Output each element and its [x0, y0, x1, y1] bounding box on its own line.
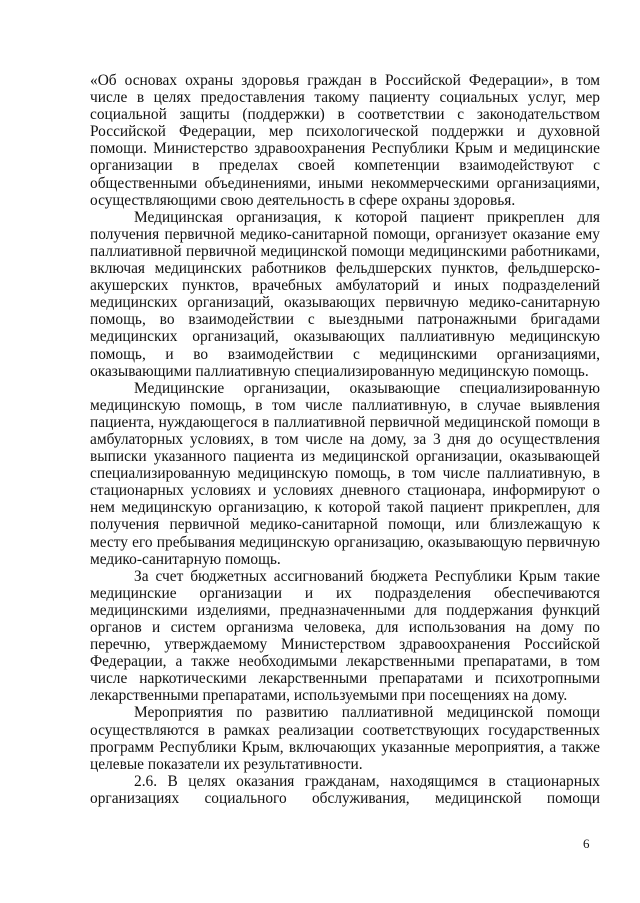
document-page [90, 72, 600, 807]
paragraph-budget-funding: За счет бюджетных ассигнований бюджета Республики Крым такие медицинские организации и их подразделения обеспечиваются медицинскими изделиями, предназначенными для поддержания функций органов и систем организма человека, для использования на дому по перечню, утверждаемому Министерством здравоохранения Российской Федерации, а также необходимыми лекарственными препаратами, в том числе наркотическими лекарственными препаратами и психотропными лекарственными препаратами, используемыми при посещениях на дому. [90, 567, 600, 705]
paragraph-section-2-6: 2.6. В целях оказания гражданам, находящимся в стационарных организациях социального обслуживания, медицинской помощи [90, 772, 600, 807]
paragraph-specialized-care-discharge: Медицинские организации, оказывающие специализированную медицинскую помощь, в том числе паллиативную, в случае выявления пациента, нуждающегося в паллиативной первичной медицинской помощи в амбулаторных условиях, в том числе на дому, за 3 дня до осуществления выписки указанного пациента из медицинской организации, оказывающей специализированную медицинскую помощь, в том числе паллиативную, в стационарных условиях и условиях дневного стационара, информируют о нем медицинскую организацию, к которой такой пациент прикреплен, для получения первичной медико-санитарной помощи, или близлежащую к месту его пребывания медицинскую организацию, оказывающую первичную медико-санитарную помощь. [90, 379, 600, 568]
paragraph-primary-care-organization: Медицинская организация, к которой пациент прикреплен для получения первичной медико-санитарной помощи, организует оказание ему паллиативной первичной медицинской помощи медицинскими работниками, включая медицинских работников фельдшерских пунктов, фельдшерско-акушерских пунктов, врачебных амбулаторий и иных подразделений медицинских организаций, оказывающих первичную медико-санитарную помощь, во взаимодействии с выездными патронажными бригадами медицинских организаций, оказывающих паллиативную медицинскую помощь, и во взаимодействии с медицинскими организациями, оказывающими паллиативную специализированную медицинскую помощь. [90, 208, 600, 380]
page-number: 6 [583, 836, 590, 851]
paragraph-development-measures: Мероприятия по развитию паллиативной медицинской помощи осуществляются в рамках реализации соответствующих государственных программ Республики Крым, включающих указанные мероприятия, а также целевые показатели их результативности. [90, 704, 600, 773]
paragraph-social-support: «Об основах охраны здоровья граждан в Российской Федерации», в том числе в целях предоставления такому пациенту социальных услуг, мер социальной защиты (поддержки) в соответствии с законодательством Российской Федерации, мер психологической поддержки и духовной помощи. Министерство здравоохранения Республики Крым и медицинские организации в пределах своей компетенции взаимодействуют с общественными объединениями, иными некоммерческими организациями, осуществляющими свою деятельность в сфере охраны здоровья. [90, 72, 600, 209]
